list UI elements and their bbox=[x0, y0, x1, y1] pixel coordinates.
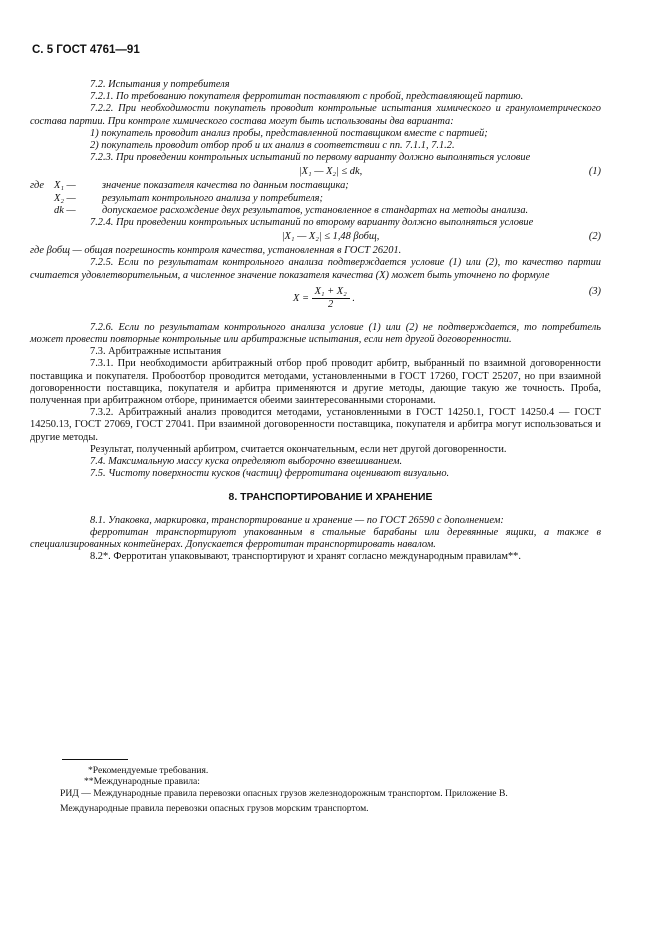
clause-7-2-2: 7.2.2. При необходимости покупатель проводит контрольные испытания химического и гранулометрического состава партии. При контроле химического состава могут быть использованы два варианта: bbox=[30, 103, 601, 127]
footnote-sea: Международные правила перевозки опасных грузов морским транспортом. bbox=[60, 803, 369, 815]
clause-7-2-1: 7.2.1. По требованию покупателя ферротитан поставляют с пробой, представляющей партию. bbox=[90, 91, 524, 103]
document-body bbox=[30, 79, 601, 564]
arbitration-result: Результат, полученный арбитром, считается окончательным, если нет другой договоренности. bbox=[90, 443, 507, 455]
list-item-1: 1) покупатель проводит анализ пробы, представленной поставщиком вместе с партией; bbox=[90, 127, 488, 139]
definition-x2 bbox=[30, 193, 601, 205]
formula-2-number: (2) bbox=[588, 231, 601, 243]
definition-x1-text: значение показателя качества по данным поставщика; bbox=[102, 180, 349, 192]
formula-3-expression bbox=[293, 286, 355, 311]
definition-dk-text: допускаемое расхождение двух результатов, установленное в стандартах на методы анализа. bbox=[102, 204, 529, 216]
clause-7-3: 7.3. Арбитражные испытания bbox=[90, 346, 222, 358]
clause-7-3-2: 7.3.2. Арбитражный анализ проводится методами, установленными в ГОСТ 14250.1, ГОСТ 14250.4 — ГОСТ 14250.13, ГОСТ 27069, ГОСТ 27041. При взаимной договоренности поставщика, покупателя и арбитра могут использоваться и другие методы. bbox=[30, 407, 601, 443]
definition-beta: где βобщ — общая погрешность контроля качества, установленная в ГОСТ 26201. bbox=[30, 245, 402, 257]
list-item-2: 2) покупатель проводит отбор проб и их анализ в соответствии с пп. 7.1.1, 7.1.2. bbox=[90, 140, 455, 152]
clause-7-2-4: 7.2.4. При проведении контрольных испытаний по второму варианту должно выполняться условие bbox=[90, 217, 534, 229]
clause-7-5: 7.5. Чистоту поверхности кусков (частиц) ферротитана оценивают визуально. bbox=[90, 468, 450, 480]
definition-x1-symbol: X₁ — bbox=[54, 180, 76, 192]
formula-2-expression: |X₁ — X₂| ≤ 1,48 βобщ, bbox=[281, 231, 380, 243]
definition-x2-symbol: X₂ — bbox=[54, 192, 76, 204]
clause-7-2-5: 7.2.5. Если по результатам контрольного анализа подтверждается условие (1) или (2), то качество партии считается удовлетворительным, а численное значение показателя качества (X) может быть уточнено по формуле bbox=[30, 257, 601, 281]
clause-7-2-6: 7.2.6. Если по результатам контрольного анализа условие (1) или (2) не подтверждается, то потребитель может провести повторные контрольные или арбитражные испытания, если нет другой договоренности. bbox=[30, 321, 601, 346]
clause-8-2: 8.2*. Ферротитан упаковывают, транспортируют и хранят согласно международным правилам**. bbox=[90, 551, 521, 563]
formula-3-fraction bbox=[312, 286, 350, 311]
formula-3-lhs: X = bbox=[293, 292, 309, 304]
definition-dk bbox=[30, 205, 601, 217]
section-8-title: 8. ТРАНСПОРТИРОВАНИЕ И ХРАНЕНИЕ bbox=[228, 492, 433, 504]
formula-3-number: (3) bbox=[588, 285, 601, 297]
formula-3-numerator: X₁ + X₂ bbox=[312, 286, 350, 299]
definition-x1 bbox=[30, 180, 601, 192]
footnotes bbox=[60, 765, 601, 815]
clause-7-2-3: 7.2.3. При проведении контрольных испытаний по первому варианту должно выполняться условие bbox=[90, 152, 531, 164]
formula-1 bbox=[60, 164, 601, 180]
clause-7-4: 7.4. Максимальную массу куска определяют выборочно взвешиванием. bbox=[90, 456, 403, 468]
formula-3-end: . bbox=[352, 292, 355, 304]
where-label: где bbox=[30, 180, 45, 192]
footnote-divider bbox=[62, 759, 128, 760]
definition-dk-symbol: dk — bbox=[54, 204, 76, 216]
clause-8-1-addition: ферротитан транспортируют упакованным в стальные барабаны или деревянные ящики, а также в специализированных контейнерах. Допускается ферротитан транспортировать навалом. bbox=[30, 526, 601, 551]
clause-7-2: 7.2. Испытания у потребителя bbox=[90, 79, 230, 90]
definitions-1 bbox=[30, 180, 601, 217]
footnote-international: **Международные правила: bbox=[84, 776, 200, 788]
formula-3-denominator: 2 bbox=[328, 299, 334, 311]
formula-1-number: (1) bbox=[588, 166, 601, 178]
clause-7-3-1: 7.3.1. При необходимости арбитражный отбор проб проводит арбитр, выбранный по взаимной договоренности поставщика и покупателя. Пробоотбор проводится методами, установленными в ГОСТ 17260, ГОСТ 25207, но при взаимной договоренности поставщика, покупателя и арбитра применяются и другие методы, дающие такую же точность. Проба, полученная при арбитражном отборе, принимается обеими заинтересованными сторонами. bbox=[30, 358, 601, 407]
footnote-recommended: *Рекомендуемые требования. bbox=[88, 765, 209, 776]
formula-2 bbox=[60, 229, 601, 245]
definition-x2-text: результат контрольного анализа у потребителя; bbox=[102, 192, 323, 204]
clause-8-1: 8.1. Упаковка, маркировка, транспортирование и хранение — по ГОСТ 26590 с дополнением: bbox=[90, 514, 504, 526]
footnote-rid: РИД — Международные правила перевозки опасных грузов железнодорожным транспортом. Приложение В. bbox=[60, 787, 508, 799]
formula-3 bbox=[60, 286, 601, 316]
page-header: С. 5 ГОСТ 4761—91 bbox=[32, 44, 140, 56]
formula-1-expression: |X₁ — X₂| ≤ dk, bbox=[298, 166, 363, 178]
